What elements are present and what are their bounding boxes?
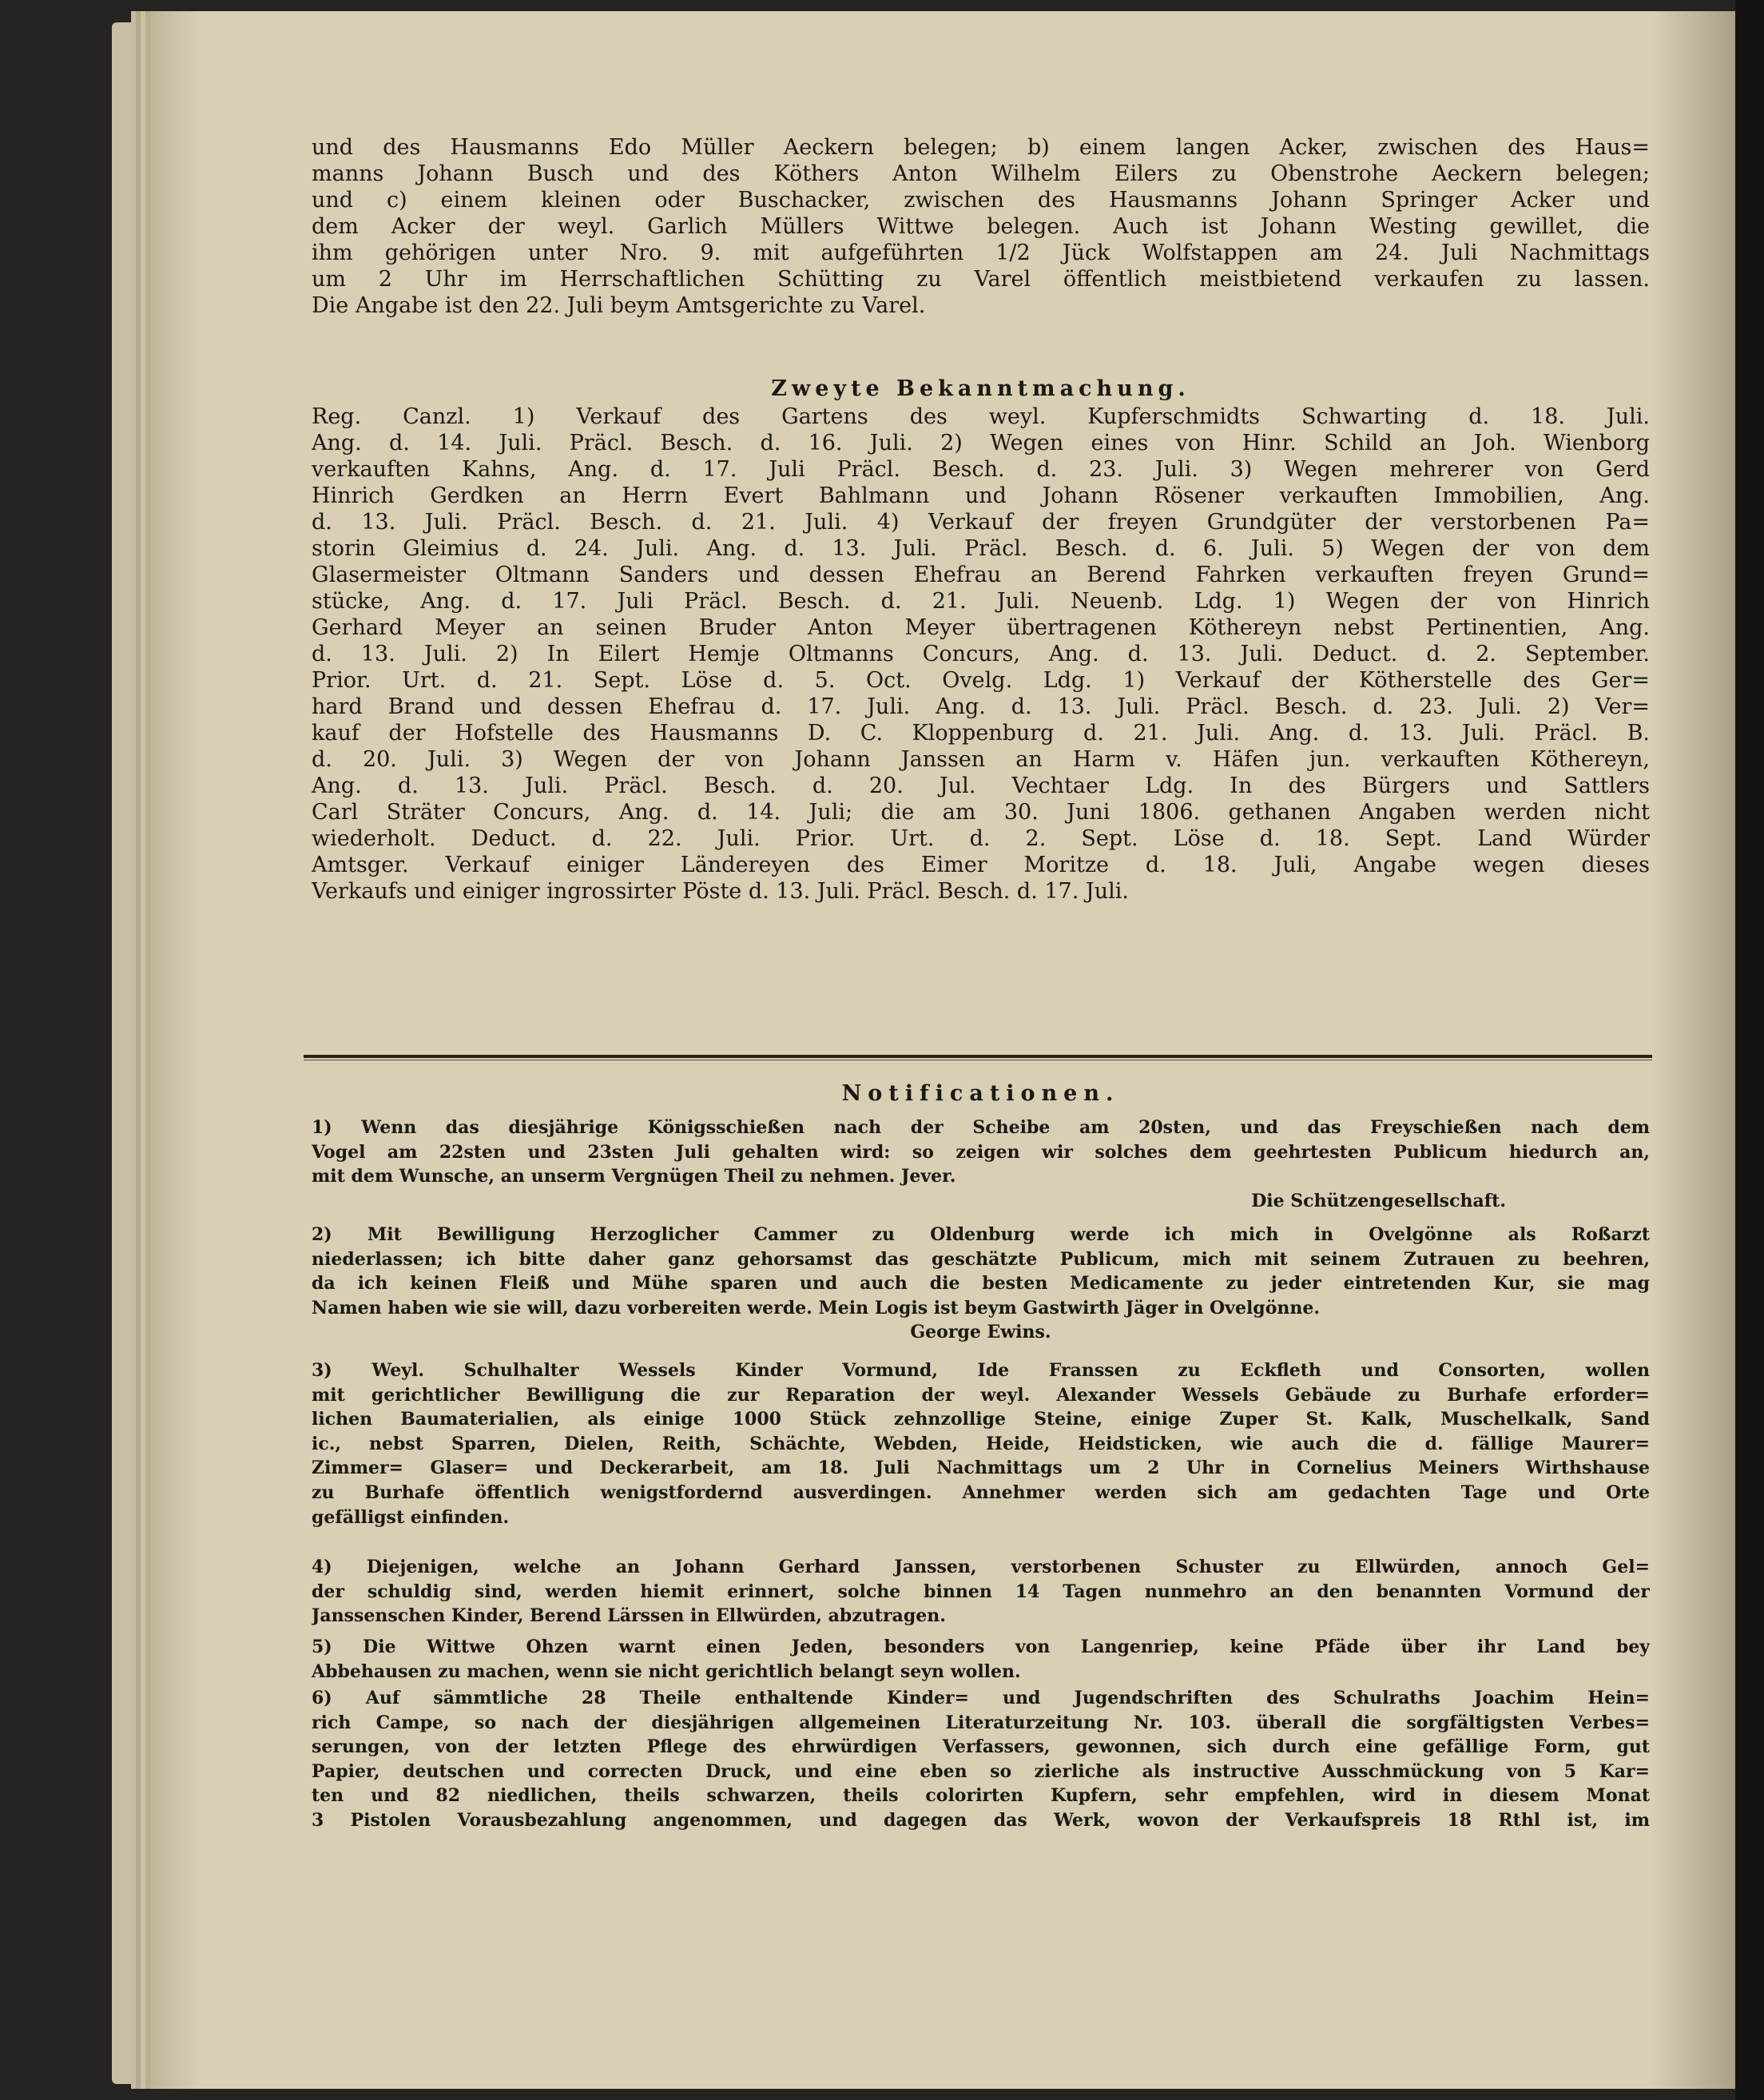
text-line: ic., nebst Sparren, Dielen, Reith, Schächte, Webden, Heide, Heidsticken, wie auch die d. fällige Maurer=	[312, 1433, 1650, 1454]
text-line: hard Brand und dessen Ehefrau d. 17. Juli. Ang. d. 13. Juli. Präcl. Besch. d. 23. Juli. 2) Ver=	[312, 694, 1650, 719]
text-block-2	[312, 404, 1650, 905]
text-line: dem Acker der weyl. Garlich Müllers Wittwe belegen. Auch ist Johann Westing gewillet, die	[312, 214, 1650, 239]
text-line: serungen, von der letzten Pflege des ehrwürdigen Verfassers, gewonnen, sich durch eine gefällige Form, gut	[312, 1736, 1650, 1758]
text-line: Abbehausen zu machen, wenn sie nicht gerichtlich belangt seyn wollen.	[312, 1661, 1021, 1682]
text-line: 5) Die Wittwe Ohzen warnt einen Jeden, besonders von Langenriep, keine Pfäde über ihr Land bey	[312, 1637, 1650, 1657]
text-line: Ang. d. 14. Juli. Präcl. Besch. d. 16. Juli. 2) Wegen eines von Hinr. Schild an Joh. Wienborg	[312, 431, 1650, 455]
text-line: 6) Auf sämmtliche 28 Theile enthaltende Kinder= und Jugendschriften des Schulraths Joachim Hein=	[312, 1688, 1650, 1708]
signature: George Ewins.	[910, 1322, 1051, 1343]
text-line: Ang. d. 13. Juli. Präcl. Besch. d. 20. Jul. Vechtaer Ldg. In des Bürgers und Sattlers	[312, 774, 1650, 798]
text-line: um 2 Uhr im Herrschaftlichen Schütting zu Varel öffentlich meistbietend verkaufen zu lassen.	[312, 267, 1650, 292]
text-line: Verkaufs und einiger ingrossirter Pöste d. 13. Juli. Präcl. Besch. d. 17. Juli.	[312, 879, 1129, 904]
text-line: mit gerichtlicher Bewilligung die zur Reparation der weyl. Alexander Wessels Gebäude zu Burhafe erforder=	[312, 1384, 1650, 1406]
text-line: und des Hausmanns Edo Müller Aeckern belegen; b) einem langen Acker, zwischen des Haus=	[312, 135, 1650, 160]
text-line: 1) Wenn das diesjährige Königsschießen nach der Scheibe am 20sten, und das Freyschießen nach dem	[312, 1117, 1650, 1138]
text-line: Amtsger. Verkauf einiger Ländereyen des Eimer Moritze d. 18. Juli, Angabe wegen dieses	[312, 853, 1650, 877]
text-line: Zimmer= Glaser= und Deckerarbeit, am 18. Juli Nachmittags um 2 Uhr in Cornelius Meiners Wirthshause	[312, 1458, 1650, 1479]
text-line: und c) einem kleinen oder Buschacker, zwischen des Hausmanns Johann Springer Acker und	[312, 188, 1650, 213]
notice-6	[312, 1686, 1650, 1833]
text-line: manns Johann Busch und des Köthers Anton Wilhelm Eilers zu Obenstrohe Aeckern belegen;	[312, 161, 1650, 186]
text-line: Janssenschen Kinder, Berend Lärssen in Ellwürden, abzutragen.	[312, 1605, 946, 1627]
text-line: rich Campe, so nach der diesjährigen allgemeinen Literaturzeitung Nr. 103. überall die sorgfältigsten Verbes=	[312, 1712, 1650, 1733]
text-line: gefälligst einfinden.	[312, 1506, 510, 1528]
text-line: da ich keinen Fleiß und Mühe sparen und auch die besten Medicamente zu jeder eintretenden Kur, sie mag	[312, 1273, 1650, 1295]
text-line: wiederholt. Deduct. d. 22. Juli. Prior. Urt. d. 2. Sept. Löse d. 18. Sept. Land Würder	[312, 826, 1650, 851]
text-line: 3) Weyl. Schulhalter Wessels Kinder Vormund, Ide Franssen zu Eckfleth und Consorten, wollen	[312, 1360, 1650, 1381]
text-line: Vogel am 22sten und 23sten Juli gehalten wird: so zeigen wir solches dem geehrtesten Publicum hiedurch an,	[312, 1141, 1650, 1163]
notice-3	[312, 1358, 1650, 1529]
heading-zweyte-bekanntmachung: Zweyte Bekanntmachung.	[771, 376, 1190, 401]
text-line: 3 Pistolen Vorausbezahlung angenommen, und dagegen das Werk, wovon der Verkaufspreis 18 Rthl ist, im	[312, 1809, 1650, 1831]
notice-1	[312, 1116, 1650, 1213]
text-line: mit dem Wunsche, an unserm Vergnügen Theil zu nehmen. Jever.	[312, 1166, 956, 1187]
text-line: Die Angabe ist den 22. Juli beym Amtsgerichte zu Varel.	[312, 293, 926, 318]
text-line: Glasermeister Oltmann Sanders und dessen Ehefrau an Berend Fahrken verkauften freyen Grund=	[312, 563, 1650, 587]
text-line: ten und 82 niedlichen, theils schwarzen, theils colorirten Kupfern, sehr empfehlen, wird in diesem Monat	[312, 1785, 1650, 1807]
text-line: Papier, deutschen und correcten Druck, und eine eben so zierliche als instructive Ausschmückung von 5 Kar=	[312, 1760, 1650, 1782]
text-line: zu Burhafe öffentlich wenigstfordernd ausverdingen. Annehmer werden sich am gedachten Tage und Orte	[312, 1482, 1650, 1503]
section-heading	[312, 376, 1650, 402]
heading-notificationen: Notificationen.	[841, 1081, 1120, 1106]
text-line: stücke, Ang. d. 17. Juli Präcl. Besch. d. 21. Juli. Neuenb. Ldg. 1) Wegen der von Hinrich	[312, 589, 1650, 614]
text-line: lichen Baumaterialien, als einige 1000 Stück zehnzollige Steine, einige Zuper St. Kalk, Muschelkalk, Sand	[312, 1409, 1650, 1430]
text-line: d. 20. Juli. 3) Wegen der von Johann Janssen an Harm v. Häfen jun. verkauften Köthereyn,	[312, 747, 1650, 772]
text-line: niederlassen; ich bitte daher ganz gehorsamst das geschätzte Publicum, mich mit seinem Zutrauen zu beehren,	[312, 1248, 1650, 1270]
notice-5	[312, 1635, 1650, 1684]
signature: Die Schützengesellschaft.	[1251, 1190, 1506, 1211]
notice-2	[312, 1223, 1650, 1345]
binding-edge	[1735, 0, 1764, 2100]
text-line: Reg. Canzl. 1) Verkauf des Gartens des weyl. Kupferschmidts Schwarting d. 18. Juli.	[312, 404, 1650, 429]
text-block-1	[312, 134, 1650, 319]
text-line: d. 13. Juli. Präcl. Besch. d. 21. Juli. 4) Verkauf der freyen Grundgüter der verstorbenen Pa=	[312, 510, 1650, 535]
notice-4	[312, 1555, 1650, 1629]
text-line: 2) Mit Bewilligung Herzoglicher Cammer zu Oldenburg werde ich mich in Ovelgönne als Roßarzt	[312, 1224, 1650, 1245]
text-line: Hinrich Gerdken an Herrn Evert Bahlmann und Johann Rösener verkauften Immobilien, Ang.	[312, 483, 1650, 508]
text-line: kauf der Hofstelle des Hausmanns D. C. Kloppenburg d. 21. Juli. Ang. d. 13. Juli. Präcl. B.	[312, 721, 1650, 746]
text-line: Namen haben wie sie will, dazu vorbereiten werde. Mein Logis ist beym Gastwirth Jäger in Ovelgönne.	[312, 1297, 1321, 1318]
text-line: d. 13. Juli. 2) In Eilert Hemje Oltmanns Concurs, Ang. d. 13. Juli. Deduct. d. 2. September.	[312, 642, 1650, 666]
text-line: Gerhard Meyer an seinen Bruder Anton Meyer übertragenen Köthereyn nebst Pertinentien, Ang.	[312, 615, 1650, 640]
text-line: storin Gleimius d. 24. Juli. Ang. d. 13. Juli. Präcl. Besch. d. 6. Juli. 5) Wegen der von dem	[312, 536, 1650, 561]
text-line: der schuldig sind, werden hiemit erinnert, solche binnen 14 Tagen nunmehro an den benannten Vormund der	[312, 1581, 1650, 1602]
text-line: 4) Diejenigen, welche an Johann Gerhard Janssen, verstorbenen Schuster zu Ellwürden, annoch Gel=	[312, 1557, 1650, 1577]
text-line: verkauften Kahns, Ang. d. 17. Juli Präcl. Besch. d. 23. Juli. 3) Wegen mehrerer von Gerd	[312, 457, 1650, 482]
section-heading	[312, 1080, 1650, 1107]
text-line: Prior. Urt. d. 21. Sept. Löse d. 5. Oct. Ovelg. Ldg. 1) Verkauf der Kötherstelle des Ger=	[312, 668, 1650, 693]
section-rule	[304, 1055, 1652, 1058]
text-line: ihm gehörigen unter Nro. 9. mit aufgeführten 1/2 Jück Wolfstappen am 24. Juli Nachmittags	[312, 241, 1650, 265]
text-line: Carl Sträter Concurs, Ang. d. 14. Juli; die am 30. Juni 1806. gethanen Angaben werden nicht	[312, 800, 1650, 825]
